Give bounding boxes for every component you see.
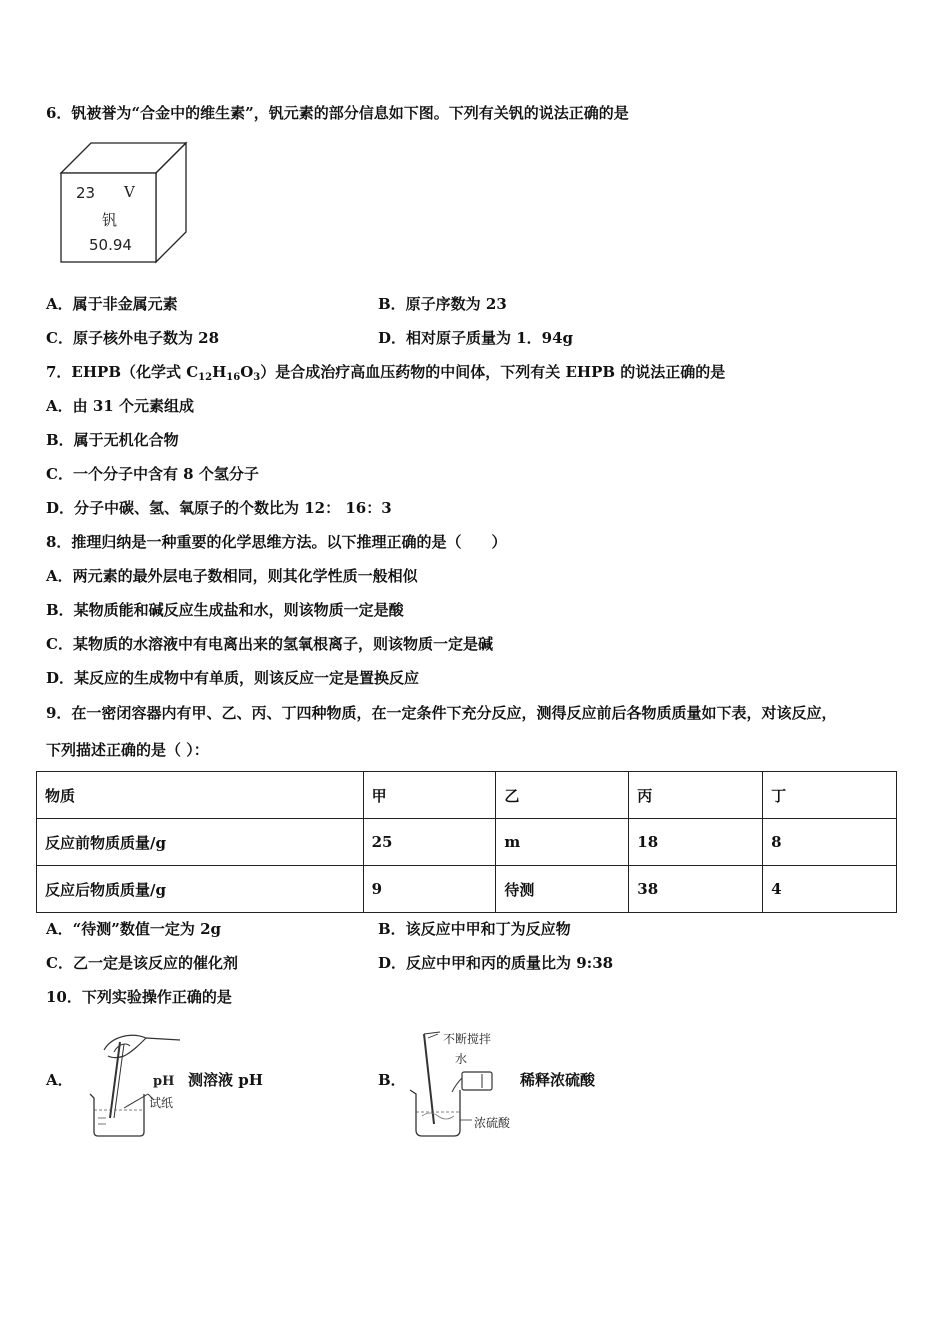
q7-o: O <box>240 363 254 381</box>
table-cell: 反应前物质质量/g <box>37 819 364 866</box>
stir-label: 不断搅拌 <box>443 1032 492 1046</box>
q8-option-b: B．某物质能和碱反应生成盐和水，则该物质一定是酸 <box>46 601 404 619</box>
q6-option-d: D．相对原子质量为 1．94g <box>378 329 574 347</box>
q9-stem-line2: 下列描述正确的是（ ）： <box>46 741 209 759</box>
table-cell: 丁 <box>763 772 897 819</box>
table-row <box>37 819 897 866</box>
q7-o-subscript: 3 <box>253 372 261 383</box>
q7-stem <box>46 362 725 388</box>
q9-stem-line1: 9．在一密闭容器内有甲、乙、丙、丁四种物质，在一定条件下充分反应，测得反应前后各物质质量如下表，对该反应， <box>46 704 837 722</box>
water-label: 水 <box>455 1052 468 1066</box>
table-cell: 物质 <box>37 772 364 819</box>
q7-option-b: B．属于无机化合物 <box>46 431 179 449</box>
table-cell: 8 <box>763 819 897 866</box>
table-cell: 反应后物质质量/g <box>37 866 364 913</box>
mass-table <box>36 771 897 913</box>
q6-option-b: B．原子序数为 23 <box>378 295 507 313</box>
q6-option-a: A．属于非金属元素 <box>46 295 178 313</box>
q8-option-a: A．两元素的最外层电子数相同，则其化学性质一般相似 <box>46 567 418 585</box>
table-cell: 乙 <box>496 772 629 819</box>
element-name: 钒 <box>102 211 118 229</box>
q6-option-c: C．原子核外电子数为 28 <box>46 329 220 347</box>
q8-option-c: C．某物质的水溶液中有电离出来的氢氧根离子，则该物质一定是碱 <box>46 635 493 653</box>
q9-option-c: C．乙一定是该反应的催化剂 <box>46 954 238 972</box>
ph-label: pH <box>153 1074 175 1089</box>
q8-option-d: D．某反应的生成物中有单质，则该反应一定是置换反应 <box>46 669 420 687</box>
table-cell: 甲 <box>363 772 496 819</box>
table-cell: 4 <box>763 866 897 913</box>
table-cell: 38 <box>629 866 763 913</box>
table-cell: 25 <box>363 819 496 866</box>
q7-h: H <box>212 363 227 381</box>
q8-stem: 8．推理归纳是一种重要的化学思维方法。以下推理正确的是（ ） <box>46 533 507 551</box>
q9-option-b: B．该反应中甲和丁为反应物 <box>378 920 571 938</box>
q10-option-b-letter: B． <box>378 1071 406 1089</box>
q6-stem: 6．钒被誉为“合金中的维生素”，钒元素的部分信息如下图。下列有关钒的说法正确的是 <box>46 104 629 122</box>
table-cell: m <box>496 819 629 866</box>
q9-option-a: A．“待测”数值一定为 2g <box>46 920 222 938</box>
q7-c-subscript: 12 <box>198 372 213 383</box>
q7-option-a: A．由 31 个元素组成 <box>46 397 194 415</box>
acid-label: 浓硫酸 <box>474 1116 511 1130</box>
q10-option-a-letter: A． <box>46 1071 73 1089</box>
q7-option-c: C．一个分子中含有 8 个氢分子 <box>46 465 259 483</box>
table-row <box>37 772 897 819</box>
q10-option-b-text: 稀释浓硫酸 <box>520 1071 596 1089</box>
table-cell: 待测 <box>496 866 629 913</box>
q7-stem-post: ）是合成治疗高血压药物的中间体，下列有关 EHPB 的说法正确的是 <box>260 363 726 381</box>
q10-option-a-text: 测溶液 pH <box>188 1071 263 1089</box>
q7-h-subscript: 16 <box>226 372 241 383</box>
table-cell: 9 <box>363 866 496 913</box>
paper-label: 试纸 <box>149 1096 174 1110</box>
table-row <box>37 866 897 913</box>
q7-option-d: D．分子中碳、氢、氧原子的个数比为 12： 16：3 <box>46 499 392 517</box>
table-cell: 丙 <box>629 772 763 819</box>
table-cell: 18 <box>629 819 763 866</box>
q10-stem: 10．下列实验操作正确的是 <box>46 988 232 1006</box>
element-number: 23 <box>76 184 96 202</box>
element-symbol: V <box>124 183 135 201</box>
q7-stem-pre: 7．EHPB（化学式 C <box>46 363 199 381</box>
element-mass: 50.94 <box>89 236 132 254</box>
q9-option-d: D．反应中甲和丙的质量比为 9:38 <box>378 954 614 972</box>
